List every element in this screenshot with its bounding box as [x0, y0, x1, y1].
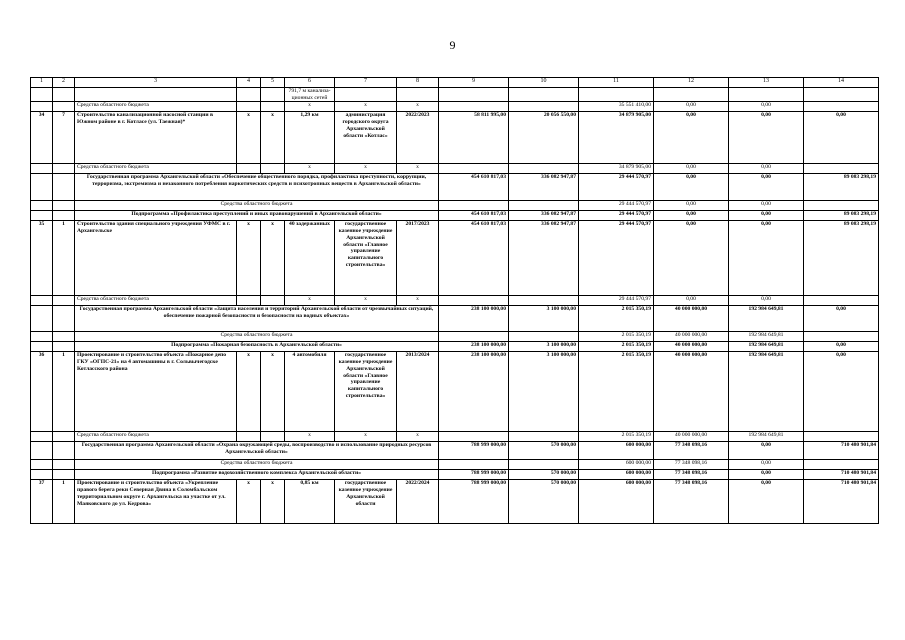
amount-cell: 2 015 350,19: [579, 306, 654, 332]
x-mark: х: [237, 480, 261, 524]
subprogram-row: [31, 470, 879, 480]
amount-cell: 710 480 901,84: [804, 480, 879, 524]
amount-cell: 454 610 817,03: [439, 221, 509, 296]
row-number: 36: [31, 352, 53, 432]
amount-cell: 0,00: [729, 174, 804, 201]
amount-cell: 34 879 905,00: [579, 112, 654, 164]
amount-cell: 192 984 649,81: [729, 306, 804, 332]
col-num: 11: [579, 78, 654, 88]
customer-cell: государственное казенное учреждение Архангельской области «Главное управление капитального строительства»: [335, 221, 397, 296]
table-row: [31, 460, 879, 470]
col-num: 7: [335, 78, 397, 88]
table-row: [31, 88, 879, 102]
amount-cell: 0,00: [729, 164, 804, 174]
period-cell: 2022/2024: [397, 480, 439, 524]
budget-source-label: Средства областного бюджета: [75, 332, 439, 342]
amount-cell: 570 000,00: [509, 470, 579, 480]
amount-cell: 0,00: [729, 102, 804, 112]
amount-cell: 600 000,00: [579, 470, 654, 480]
amount-cell: 29 444 570,97: [579, 296, 654, 306]
amount-cell: 77 348 098,16: [654, 470, 729, 480]
amount-cell: 29 444 570,97: [579, 174, 654, 201]
row-sub-number: 7: [53, 112, 75, 164]
amount-cell: 0,00: [729, 480, 804, 524]
page-number: 9: [449, 38, 456, 52]
col-num: 3: [75, 78, 237, 88]
amount-cell: 0,00: [804, 306, 879, 332]
amount-cell: 2 015 350,19: [579, 432, 654, 442]
amount-cell: 0,00: [654, 296, 729, 306]
amount-cell: 77 348 098,16: [654, 480, 729, 524]
table-row: [31, 332, 879, 342]
capacity-cell: 0,85 км: [285, 480, 335, 524]
amount-cell: 89 083 298,19: [804, 211, 879, 221]
amount-cell: 2 015 350,19: [579, 342, 654, 352]
x-mark: х: [335, 164, 397, 174]
amount-cell: 192 984 649,81: [729, 352, 804, 432]
amount-cell: 29 444 570,97: [579, 211, 654, 221]
amount-cell: 0,00: [729, 201, 804, 211]
amount-cell: 40 000 000,00: [654, 342, 729, 352]
x-mark: х: [397, 164, 439, 174]
amount-cell: 788 999 000,00: [439, 480, 509, 524]
subprogram-row: [31, 342, 879, 352]
col-num: 1: [31, 78, 53, 88]
object-name: Строительство канализационной насосной станции в Южном районе в г. Котласе (ул. Таежная)*: [75, 112, 237, 164]
column-numbers-row: [31, 78, 879, 88]
table-row: [31, 102, 879, 112]
subprogram-name: Подпрограмма «Развитие водохозяйственного комплекса Архангельской области»: [75, 470, 439, 480]
col-num: 12: [654, 78, 729, 88]
col-num: 9: [439, 78, 509, 88]
table-row: [31, 164, 879, 174]
table-row: [31, 352, 879, 432]
investment-table: [30, 77, 879, 524]
amount-cell: 454 610 817,03: [439, 174, 509, 201]
program-name: Государственная программа Архангельской области «Защита населения и территорий Архангельской области от чрезвычайных ситуаций, обеспечение пожарной безопасности и безопасности на водных объектах»: [75, 306, 439, 332]
amount-cell: 35 551 410,00: [579, 102, 654, 112]
row-number: 34: [31, 112, 53, 164]
amount-cell: 336 082 947,87: [509, 221, 579, 296]
amount-cell: 336 082 947,87: [509, 211, 579, 221]
program-name: Государственная программа Архангельской области «Охрана окружающей среды, воспроизводство и использование природных ресурсов Архангельской области»: [75, 442, 439, 460]
x-mark: х: [285, 102, 335, 112]
program-row: [31, 306, 879, 332]
table-row: [31, 112, 879, 164]
col-num: 14: [804, 78, 879, 88]
amount-cell: 600 000,00: [579, 442, 654, 460]
subprogram-name: Подпрограмма «Профилактика преступлений и иных правонарушений в Архангельской области»: [75, 211, 439, 221]
col-num: 10: [509, 78, 579, 88]
amount-cell: 29 444 570,97: [579, 221, 654, 296]
customer-cell: государственное казенное учреждение Архангельской области: [335, 480, 397, 524]
x-mark: х: [237, 112, 261, 164]
object-name: Проектирование и строительство объекта «Укрепление правого берега реки Северная Двина в Соломбальском территориальном округе г. Архангельска на участке от ул. Маяковского до ул. Кедрова»: [75, 480, 237, 524]
x-mark: х: [335, 432, 397, 442]
customer-cell: государственное казенное учреждение Архангельской области «Главное управление капитального строительства»: [335, 352, 397, 432]
x-mark: х: [285, 296, 335, 306]
amount-cell: 58 811 995,00: [439, 112, 509, 164]
col-num: 6: [285, 78, 335, 88]
amount-cell: 77 348 098,16: [654, 442, 729, 460]
amount-cell: 600 000,00: [579, 460, 654, 470]
amount-cell: 0,00: [654, 112, 729, 164]
amount-cell: 40 000 000,00: [654, 432, 729, 442]
row-number: 37: [31, 480, 53, 524]
amount-cell: 570 000,00: [509, 442, 579, 460]
subprogram-row: [31, 211, 879, 221]
x-mark: х: [335, 296, 397, 306]
amount-cell: 77 348 098,16: [654, 460, 729, 470]
amount-cell: 0,00: [729, 211, 804, 221]
amount-cell: 192 984 649,81: [729, 432, 804, 442]
x-mark: х: [397, 102, 439, 112]
table-row: [31, 201, 879, 211]
amount-cell: 238 100 000,00: [439, 352, 509, 432]
amount-cell: 40 000 000,00: [654, 306, 729, 332]
program-row: [31, 174, 879, 201]
amount-cell: 788 999 000,00: [439, 442, 509, 460]
capacity-cell: 4 автомобиля: [285, 352, 335, 432]
amount-cell: 0,00: [654, 174, 729, 201]
amount-cell: 454 610 817,03: [439, 211, 509, 221]
amount-cell: 0,00: [654, 211, 729, 221]
amount-cell: 2 015 350,19: [579, 352, 654, 432]
customer-cell: администрация городского округа Архангельской области «Котлас»: [335, 112, 397, 164]
budget-source-label: Средства областного бюджета: [75, 102, 237, 112]
amount-cell: 336 082 947,87: [509, 174, 579, 201]
amount-cell: 0,00: [804, 112, 879, 164]
program-name: Государственная программа Архангельской области «Обеспечение общественного порядка, профилактика преступности, коррупции, терроризма, экстремизма и незаконного потребления наркотических средств и психотропных веществ в Архангельской области»: [75, 174, 439, 201]
budget-source-label: Средства областного бюджета: [75, 460, 439, 470]
period-cell: 2022/2023: [397, 112, 439, 164]
amount-cell: 0,00: [729, 221, 804, 296]
row-sub-number: 1: [53, 352, 75, 432]
amount-cell: 3 100 000,00: [509, 342, 579, 352]
amount-cell: 600 000,00: [579, 480, 654, 524]
amount-cell: 3 100 000,00: [509, 306, 579, 332]
x-mark: х: [237, 352, 261, 432]
amount-cell: 0,00: [729, 112, 804, 164]
amount-cell: 0,00: [729, 460, 804, 470]
program-row: [31, 442, 879, 460]
col-num: 2: [53, 78, 75, 88]
amount-cell: 89 083 298,19: [804, 221, 879, 296]
amount-cell: 3 100 000,00: [509, 352, 579, 432]
capacity-cell: 40 задержанных: [285, 221, 335, 296]
col-num: 5: [261, 78, 285, 88]
amount-cell: 40 000 000,00: [654, 352, 729, 432]
subprogram-name: Подпрограмма «Пожарная безопасность в Архангельской области»: [75, 342, 439, 352]
row-number: 35: [31, 221, 53, 296]
amount-cell: 40 000 000,00: [654, 332, 729, 342]
amount-cell: 238 100 000,00: [439, 342, 509, 352]
row-sub-number: 1: [53, 480, 75, 524]
budget-source-label: Средства областного бюджета: [75, 296, 237, 306]
amount-cell: 34 879 905,00: [579, 164, 654, 174]
amount-cell: 89 083 298,19: [804, 174, 879, 201]
table-row: [31, 296, 879, 306]
amount-cell: 29 444 570,97: [579, 201, 654, 211]
capacity-cell: 1,29 км: [285, 112, 335, 164]
budget-source-label: Средства областного бюджета: [75, 201, 439, 211]
amount-cell: 2 015 350,19: [579, 332, 654, 342]
amount-cell: 570 000,00: [509, 480, 579, 524]
amount-cell: 710 480 901,84: [804, 442, 879, 460]
amount-cell: 0,00: [804, 352, 879, 432]
table-row: [31, 480, 879, 524]
x-mark: х: [261, 112, 285, 164]
budget-source-label: Средства областного бюджета: [75, 432, 237, 442]
x-mark: х: [285, 432, 335, 442]
x-mark: х: [261, 221, 285, 296]
period-cell: 2013/2024: [397, 352, 439, 432]
amount-cell: 192 984 649,81: [729, 332, 804, 342]
amount-cell: 0,00: [654, 164, 729, 174]
capacity-cell: 791,7 м канализа-ционных сетей: [285, 88, 335, 102]
amount-cell: 788 999 000,00: [439, 470, 509, 480]
budget-source-label: Средства областного бюджета: [75, 164, 237, 174]
row-sub-number: 1: [53, 221, 75, 296]
amount-cell: 20 056 550,00: [509, 112, 579, 164]
amount-cell: 0,00: [729, 470, 804, 480]
x-mark: х: [285, 164, 335, 174]
amount-cell: 710 480 901,84: [804, 470, 879, 480]
amount-cell: 192 984 649,81: [729, 342, 804, 352]
amount-cell: 0,00: [654, 221, 729, 296]
x-mark: х: [261, 480, 285, 524]
x-mark: х: [335, 102, 397, 112]
x-mark: х: [397, 432, 439, 442]
amount-cell: 0,00: [804, 342, 879, 352]
amount-cell: 238 100 000,00: [439, 306, 509, 332]
object-name: Проектирование и строительство объекта «Пожарное депо ГКУ «ОГПС-21» на 4 автомашины в г. Сольвычегодске Котласского района: [75, 352, 237, 432]
x-mark: х: [237, 221, 261, 296]
col-num: 4: [237, 78, 261, 88]
x-mark: х: [397, 296, 439, 306]
amount-cell: 0,00: [729, 442, 804, 460]
col-num: 13: [729, 78, 804, 88]
amount-cell: 0,00: [654, 102, 729, 112]
x-mark: х: [261, 352, 285, 432]
col-num: 8: [397, 78, 439, 88]
table-row: [31, 432, 879, 442]
table-row: [31, 221, 879, 296]
amount-cell: 0,00: [654, 201, 729, 211]
amount-cell: 0,00: [729, 296, 804, 306]
object-name: Строительство здания специального учреждения УФМС в г. Архангельске: [75, 221, 237, 296]
period-cell: 2017/2023: [397, 221, 439, 296]
